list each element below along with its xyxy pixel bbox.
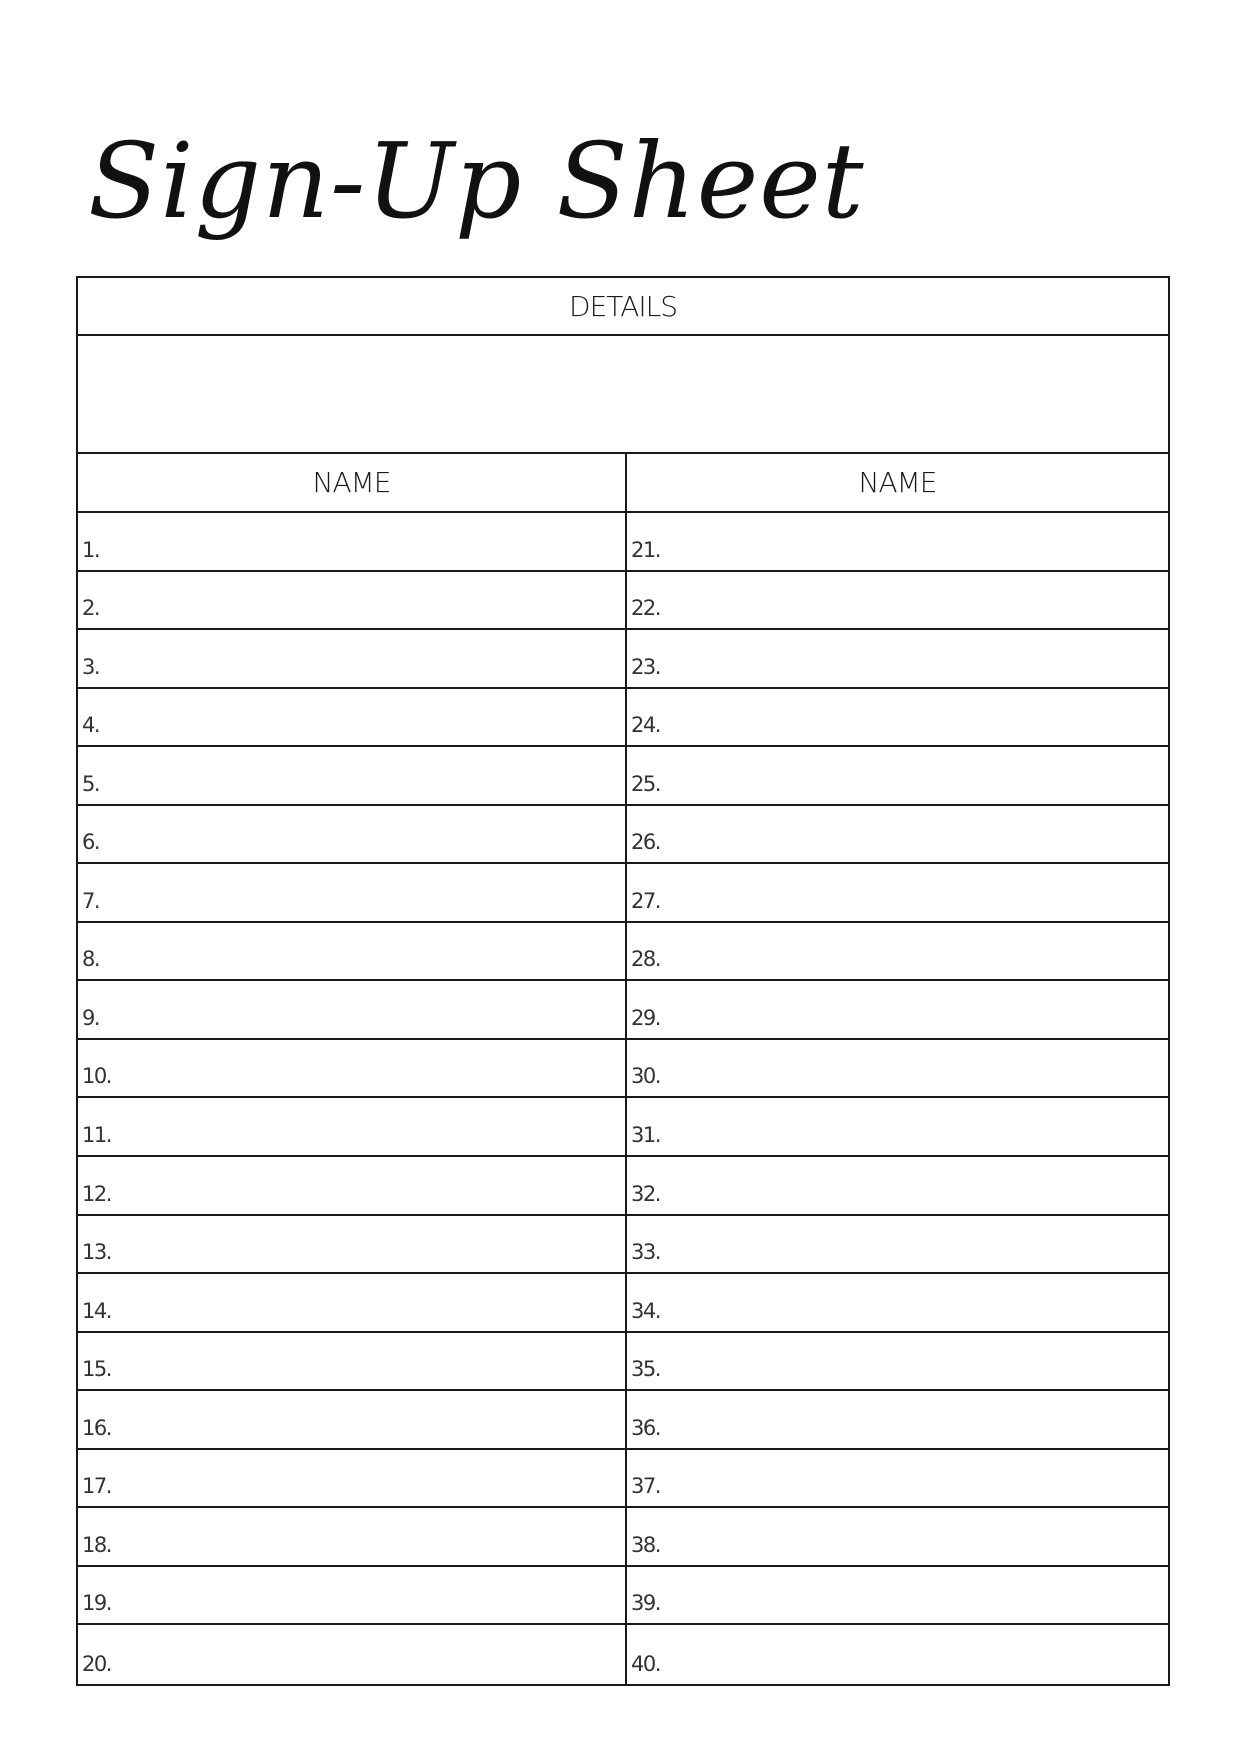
- name-row[interactable]: 29.: [627, 981, 1168, 1040]
- details-field[interactable]: [78, 336, 1168, 454]
- details-header: DETAILS: [78, 278, 1168, 336]
- sheet-title: Sign-Up Sheet: [88, 120, 865, 242]
- name-column-header-left: NAME: [78, 454, 627, 513]
- name-row[interactable]: 3.: [78, 630, 625, 689]
- name-row[interactable]: 37.: [627, 1450, 1168, 1509]
- name-column-right: [627, 513, 1168, 1684]
- name-row[interactable]: 13.: [78, 1216, 625, 1275]
- name-row[interactable]: 4.: [78, 689, 625, 748]
- name-row[interactable]: 9.: [78, 981, 625, 1040]
- name-row[interactable]: 19.: [78, 1567, 625, 1626]
- name-column-left: [78, 513, 627, 1684]
- name-row[interactable]: 12.: [78, 1157, 625, 1216]
- name-row[interactable]: 14.: [78, 1274, 625, 1333]
- name-row[interactable]: 15.: [78, 1333, 625, 1392]
- name-row[interactable]: 36.: [627, 1391, 1168, 1450]
- name-row[interactable]: 1.: [78, 513, 625, 572]
- name-row[interactable]: 31.: [627, 1098, 1168, 1157]
- name-row[interactable]: 2.: [78, 572, 625, 631]
- name-row[interactable]: 38.: [627, 1508, 1168, 1567]
- name-row[interactable]: 40.: [631, 1651, 660, 1676]
- name-row[interactable]: 34.: [627, 1274, 1168, 1333]
- name-row[interactable]: 7.: [78, 864, 625, 923]
- name-row[interactable]: 25.: [627, 747, 1168, 806]
- name-row[interactable]: 5.: [78, 747, 625, 806]
- name-row[interactable]: 8.: [78, 923, 625, 982]
- name-row[interactable]: 28.: [627, 923, 1168, 982]
- name-row[interactable]: 16.: [78, 1391, 625, 1450]
- name-row[interactable]: 32.: [627, 1157, 1168, 1216]
- sign-up-table: [76, 276, 1170, 1686]
- name-row[interactable]: 22.: [627, 572, 1168, 631]
- name-row[interactable]: 21.: [627, 513, 1168, 572]
- name-row[interactable]: 10.: [78, 1040, 625, 1099]
- name-column-header-right: NAME: [627, 454, 1168, 513]
- name-row[interactable]: 20.: [82, 1651, 111, 1676]
- name-row[interactable]: 39.: [627, 1567, 1168, 1626]
- name-row[interactable]: 30.: [627, 1040, 1168, 1099]
- name-row[interactable]: 18.: [78, 1508, 625, 1567]
- name-row[interactable]: 33.: [627, 1216, 1168, 1275]
- name-row[interactable]: 23.: [627, 630, 1168, 689]
- name-row[interactable]: 11.: [78, 1098, 625, 1157]
- name-row[interactable]: 24.: [627, 689, 1168, 748]
- name-row[interactable]: 6.: [78, 806, 625, 865]
- name-row[interactable]: 26.: [627, 806, 1168, 865]
- name-row[interactable]: 35.: [627, 1333, 1168, 1392]
- name-row[interactable]: 27.: [627, 864, 1168, 923]
- name-row[interactable]: 17.: [78, 1450, 625, 1509]
